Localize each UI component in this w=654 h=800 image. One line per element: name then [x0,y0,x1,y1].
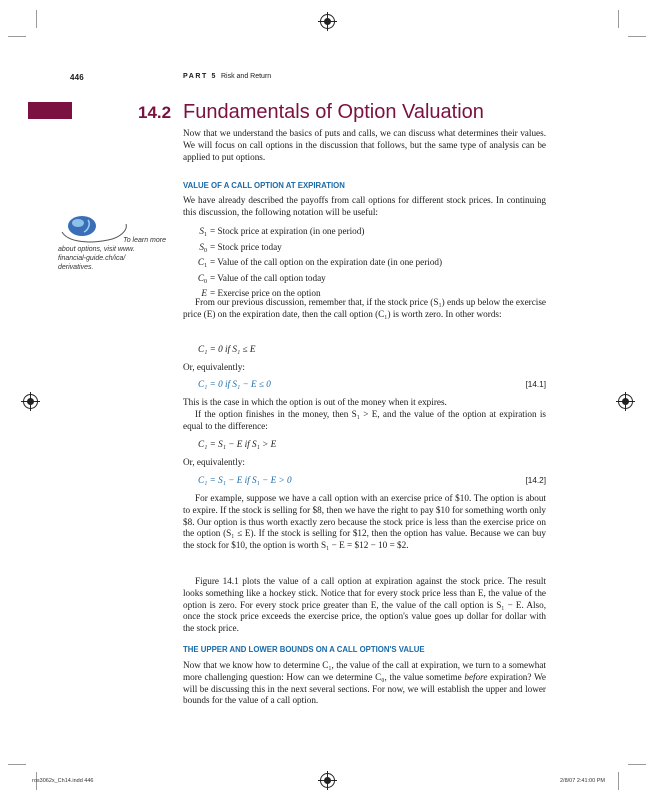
notation-item: $C_0$ = Value of the call option today [197,272,326,285]
paragraph-figure: Figure 14.1 plots the value of a call option at expiration against the stock price. The result looks something like a hockey stick. Notice that for every stock price less than E, the value of the option is zero. For every stock price greater than E, the value of the call option is S₁ − E. Also, once the stock price exceeds the exercise price, the option's value goes up dollar for dollar with the stock price. [183,576,546,634]
crop-mark [8,36,26,37]
or-equivalently: Or, equivalently: [183,457,245,467]
equation-number-14-2: [14.2] [525,476,546,485]
sidebar-line: To learn more [123,237,166,244]
notation-item: $S_0$ = Stock price today [199,241,282,254]
section-title: Fundamentals of Option Valuation [183,101,484,123]
footer-file: ros3062x_Ch14.indd 446 [32,778,94,784]
paragraph-in-money: If the option finishes in the money, then S₁ > E, and the value of the option at expiration is equal to the difference: [183,409,546,431]
registration-mark [23,394,38,409]
notation-item: $S_1$ = Stock price at expiration (in one period) [199,226,365,238]
crop-mark [618,10,619,28]
intro-paragraph: Now that we understand the basics of puts and calls, we can discuss what determines their values. We will focus on call options in the discussion that follows, but the same type of analysis can be applied to put options. [183,128,546,162]
equation-number-14-1: [14.1] [525,380,546,389]
notation-item: $C_1$ = Value of the call option on the expiration date (in one period) [197,257,443,270]
crop-mark [618,772,619,790]
crop-mark [628,764,646,765]
notation-item: E = Exercise price on the option [201,288,321,299]
equation-14-1: C₁ = 0 if S₁ − E ≤ 0 [198,379,271,389]
equation-c: C₁ = S₁ − E if S₁ > E [198,439,277,449]
sidebar-line: about options, visit www. [58,246,135,253]
running-header [183,73,271,80]
heading-bounds: THE UPPER AND LOWER BOUNDS ON A CALL OPTION'S VALUE [183,645,425,654]
registration-mark [320,14,335,29]
sidebar-line: derivatives. [58,264,94,271]
crop-mark [628,36,646,37]
sidebar-line: financial-guide.ch/ica/ [58,255,126,262]
part-title: Risk and Return [220,73,272,80]
crop-mark [8,764,26,765]
part-label: PART 5 [183,73,217,80]
equation-a: C₁ = 0 if S₁ ≤ E [198,344,256,354]
paragraph-example: For example, suppose we have a call option with an exercise price of $10. The option is about to expire. If the stock is selling for $8, then we have the right to pay $10 for something worth only $8. Our option is thus worth exactly zero because the stock price is less than the exercise price on the option (S₁ ≤ E). If the stock is selling for $12, then the option has value. Because we can buy the stock for $10, the option is worth S₁ − E = $12 − 10 = $2. [183,493,546,551]
section-marker [28,102,72,119]
heading-call-value: VALUE OF A CALL OPTION AT EXPIRATION [183,181,345,190]
sidebar-note [58,236,166,272]
footer-date: 2/8/07 2:41:00 PM [560,778,605,784]
notation-list [183,226,483,304]
registration-mark [618,394,633,409]
equation-14-2: C₁ = S₁ − E if S₁ − E > 0 [198,475,292,485]
paragraph-notation-intro: We have already described the payoffs from call options for different stock prices. In continuing this discussion, the following notation will be useful: [183,195,546,217]
page-number: 446 [70,73,84,82]
section-number: 14.2 [138,103,172,122]
crop-mark [36,10,37,28]
paragraph-bounds: Now that we know how to determine C₁, the value of the call at expiration, we turn to a somewhat more challenging question: How can we determine C₀, the value sometime before expiration? We will be discussing this in the next several sections. For now, we will establish the upper and lower bounds for the value of a call option. [183,660,546,706]
registration-mark [320,773,335,788]
or-equivalently: Or, equivalently: [183,362,245,372]
paragraph-out-of-money: From our previous discussion, remember that, if the stock price (S₁) ends up below the exercise price (E) on the expiration date, then the call option (C₁) is worth zero. In other words: [183,297,546,319]
paragraph-out-of-money-case: This is the case in which the option is out of the money when it expires. [183,397,447,407]
